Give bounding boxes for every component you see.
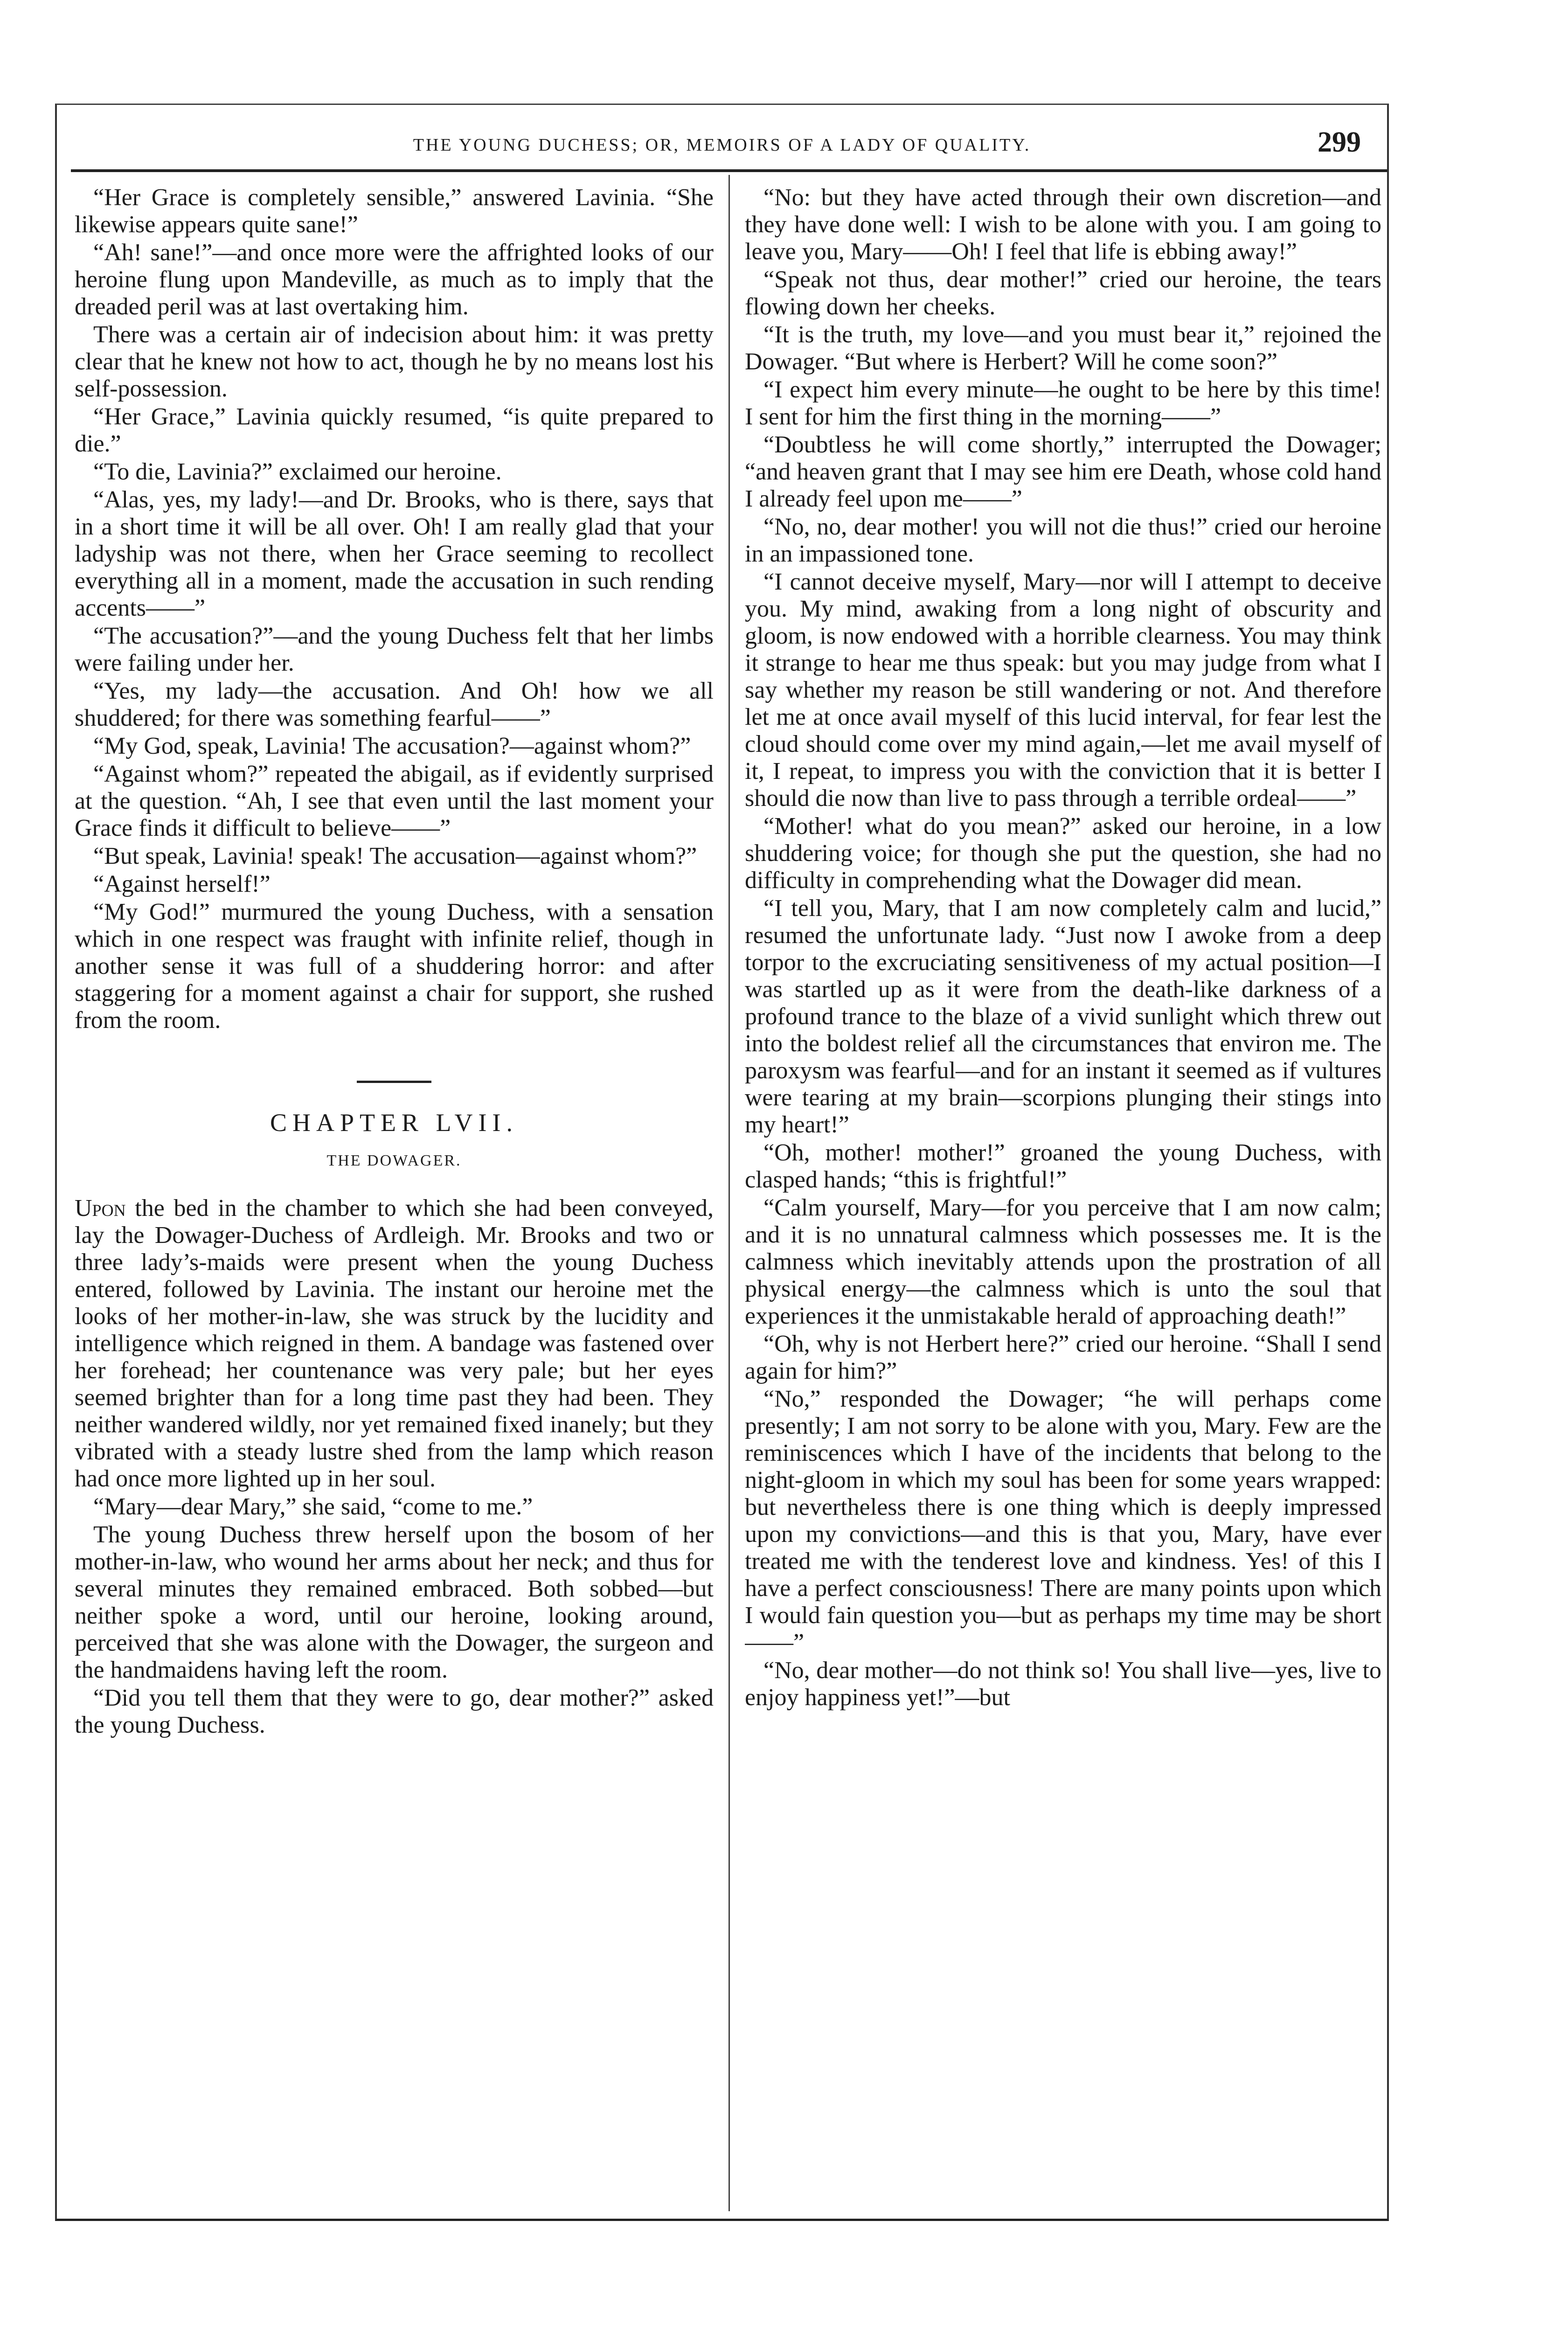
paragraph: “Did you tell them that they were to go, dear mother?” asked the young Duchess. (75, 1685, 714, 1738)
paragraph: “Her Grace is completely sensible,” answered Lavinia. “She likewise appears quite sane!” (75, 184, 714, 238)
paragraph: “No,” responded the Dowager; “he will perhaps come presently; I am not sorry to be alone with you, Mary. Few are the reminiscences which I have of the incidents that belong to the night-gloom in which my soul has been for some years wrapped: but nevertheless there is one thing which is deeply impressed upon my convictions—and this is that you, Mary, have ever treated me with the tenderest love and kindness. Yes! of this I have a perfect consciousness! There are many points upon which I would fain question you—but as perhaps my time may be short——” (745, 1386, 1381, 1656)
paragraph: “The accusation?”—and the young Duchess felt that her limbs were failing under her. (75, 623, 714, 676)
chapter-subtitle: THE DOWAGER. (326, 1152, 462, 1169)
chapter-opening-text: the bed in the chamber to which she had been conveyed, lay the Dowager-Duchess of Ardleigh. Mr. Brooks and two or three lady’s-maids were present when the young Duchess entered, followed by Lavinia. The instant our heroine met the looks of her mother-in-law, she was struck by the lucidity and intelligence which reigned in them. A bandage was fastened over her forehead; her countenance was very pale; but her eyes seemed brighter than for a long time past they had been. They neither wandered wildly, nor yet remained fixed inanely; but they vibrated with a steady lustre shed from the lamp which reason had once more lighted up in her soul. (75, 1195, 714, 1492)
chapter-title: CHAPTER LVII. (270, 1109, 519, 1137)
chapter-first-word: Upon (75, 1195, 126, 1222)
paragraph: “Oh, mother! mother!” groaned the young Duchess, with clasped hands; “this is frightful!” (745, 1139, 1381, 1193)
paragraph: “Her Grace,” Lavinia quickly resumed, “is quite prepared to die.” (75, 403, 714, 457)
paragraph: “My God!” murmured the young Duchess, with a sensation which in one respect was fraught with infinite relief, though in another sense it was full of a shuddering horror: and after staggering for a moment against a chair for support, she rushed from the room. (75, 899, 714, 1034)
paragraph: “No: but they have acted through their own discretion—and they have done well: I wish to be alone with you. I am going to leave you, Mary——Oh! I feel that life is ebbing away!” (745, 184, 1381, 265)
header-rule (71, 169, 1387, 172)
paragraph: “It is the truth, my love—and you must bear it,” rejoined the Dowager. “But where is Herbert? Will he come soon?” (745, 321, 1381, 375)
paragraph: “Mary—dear Mary,” she said, “come to me.” (93, 1493, 533, 1520)
paragraph: “But speak, Lavinia! speak! The accusation—against whom?” (93, 843, 697, 869)
book-page (55, 104, 1389, 2221)
paragraph: “Oh, why is not Herbert here?” cried our heroine. “Shall I send again for him?” (745, 1331, 1381, 1384)
chapter-separator-rule (357, 1081, 431, 1083)
paragraph: The young Duchess threw herself upon the bosom of her mother-in-law, who wound her arms about her neck; and thus for several minutes they remained embraced. Both sobbed—but neither spoke a word, until our heroine, looking around, perceived that she was alone with the Dowager, the surgeon and the handmaidens having left the room. (75, 1521, 714, 1683)
paragraph: “Against whom?” repeated the abigail, as if evidently surprised at the question. “Ah, I see that even until the last moment your Grace finds it difficult to believe——” (75, 761, 714, 841)
paragraph: “No, dear mother—do not think so! You shall live—yes, live to enjoy happiness yet!”—but (745, 1657, 1381, 1711)
column-divider (728, 175, 730, 2211)
paragraph: “Ah! sane!”—and once more were the affrighted looks of our heroine flung upon Mandeville, as much as to imply that the dreaded peril was at last overtaking him. (75, 239, 714, 320)
running-head: THE YOUNG DUCHESS; OR, MEMOIRS OF A LADY OF QUALITY. (413, 135, 1031, 155)
paragraph: “Speak not thus, dear mother!” cried our heroine, the tears flowing down her cheeks. (745, 266, 1381, 320)
paragraph: “Yes, my lady—the accusation. And Oh! how we all shuddered; for there was something fearful——” (75, 678, 714, 731)
paragraph: “Mother! what do you mean?” asked our heroine, in a low shuddering voice; for though she put the question, she had no difficulty in comprehending what the Dowager did mean. (745, 813, 1381, 894)
paragraph: “No, no, dear mother! you will not die thus!” cried our heroine in an impassioned tone. (745, 514, 1381, 567)
paragraph: “To die, Lavinia?” exclaimed our heroine. (93, 458, 502, 485)
paragraph: “Calm yourself, Mary—for you perceive that I am now calm; and it is no unnatural calmness which possesses me. It is the calmness which inevitably attends upon the prostration of all physical energy—the calmness which is unto the soul that experiences it the unmistakable herald of approaching death!” (745, 1194, 1381, 1329)
chapter-opening-paragraph (75, 1195, 714, 1492)
page-number: 299 (1318, 126, 1361, 158)
paragraph: “I cannot deceive myself, Mary—nor will I attempt to deceive you. My mind, awaking from a long night of obscurity and gloom, is now endowed with a horrible clearness. You may think it strange to hear me thus speak: but you may judge from what I say whether my reason be still wandering or not. And therefore let me at once avail myself of this lucid interval, for fear lest the cloud should come over my mind again,—let me avail myself of it, I repeat, to impress you with the conviction that it is better I should die now than live to pass through a terrible ordeal——” (745, 569, 1381, 812)
right-column (745, 184, 1381, 2209)
paragraph: “Doubtless he will come shortly,” interrupted the Dowager; “and heaven grant that I may see him ere Death, whose cold hand I already feel upon me——” (745, 431, 1381, 512)
paragraph: “My God, speak, Lavinia! The accusation?—against whom?” (93, 733, 691, 759)
paragraph: “I expect him every minute—he ought to be here by this time! I sent for him the first thing in the morning——” (745, 376, 1381, 430)
paragraph: There was a certain air of indecision about him: it was pretty clear that he knew not how to act, though he by no means lost his self-possession. (75, 321, 714, 402)
paragraph: “Against herself!” (93, 871, 271, 897)
left-column (75, 184, 714, 2209)
paragraph: “I tell you, Mary, that I am now completely calm and lucid,” resumed the unfortunate lady. “Just now I awoke from a deep torpor to the excruciating sensitiveness of my actual position—I was startled up as it were from the death-like darkness of a profound trance to the blaze of a vivid sunlight which threw out into the boldest relief all the circumstances that environ me. The paroxysm was fearful—and for an instant it seemed as if vultures were tearing at my brain—scorpions plunging their stings into my heart!” (745, 895, 1381, 1138)
paragraph: “Alas, yes, my lady!—and Dr. Brooks, who is there, says that in a short time it will be all over. Oh! I am really glad that your ladyship was not there, when her Grace seeming to recollect everything all in a moment, made the accusation in such rending accents——” (75, 486, 714, 621)
